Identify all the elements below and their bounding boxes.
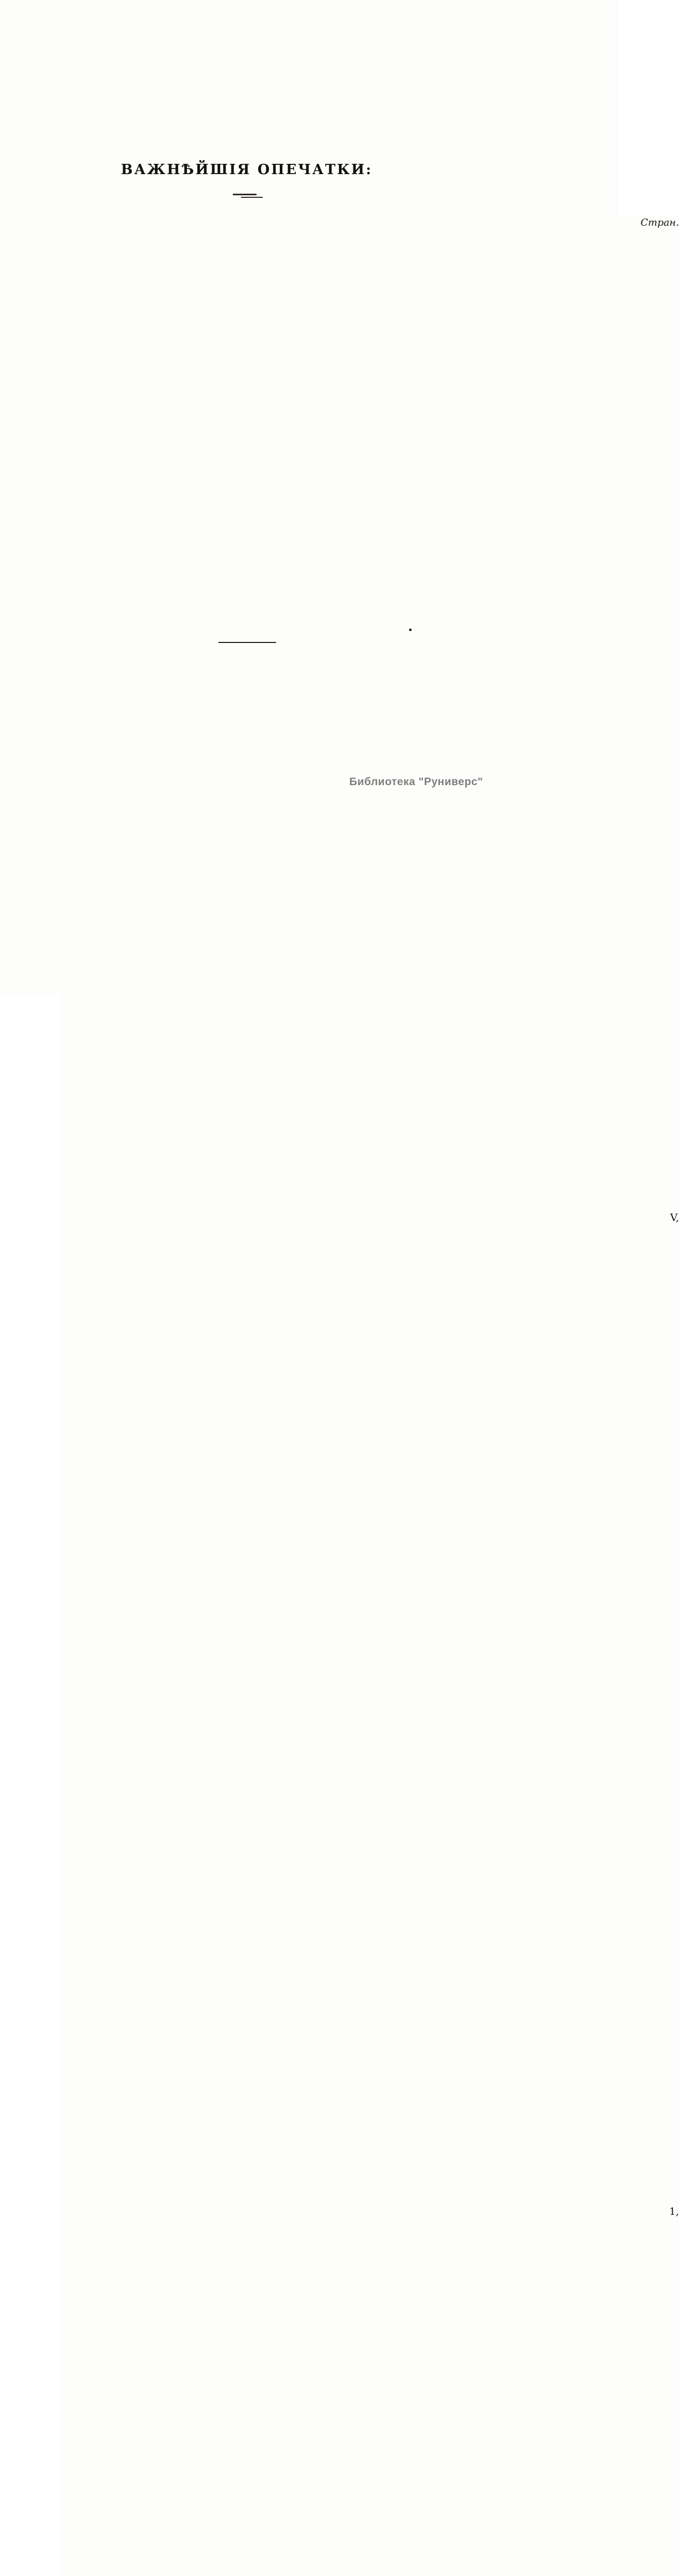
title-divider: [233, 194, 266, 198]
errata-table: [61, 215, 679, 2576]
divider-stroke: [233, 194, 257, 195]
page-number: V,: [61, 1210, 679, 2204]
header-page-column: Стран.: [61, 215, 679, 1209]
library-watermark: Библиотека "Руниверс": [349, 776, 483, 788]
divider-stroke: [241, 197, 263, 198]
ink-speck: [409, 629, 412, 631]
errata-row: [61, 1210, 679, 2204]
page-number: 1,: [61, 2204, 679, 2576]
errata-row: [61, 2204, 679, 2576]
footer-divider: [218, 642, 276, 643]
page-title: ВАЖНѢЙШІЯ ОПЕЧАТКИ:: [121, 162, 373, 178]
errata-table-header: [61, 215, 679, 1209]
errata-rows: [61, 1210, 679, 2576]
